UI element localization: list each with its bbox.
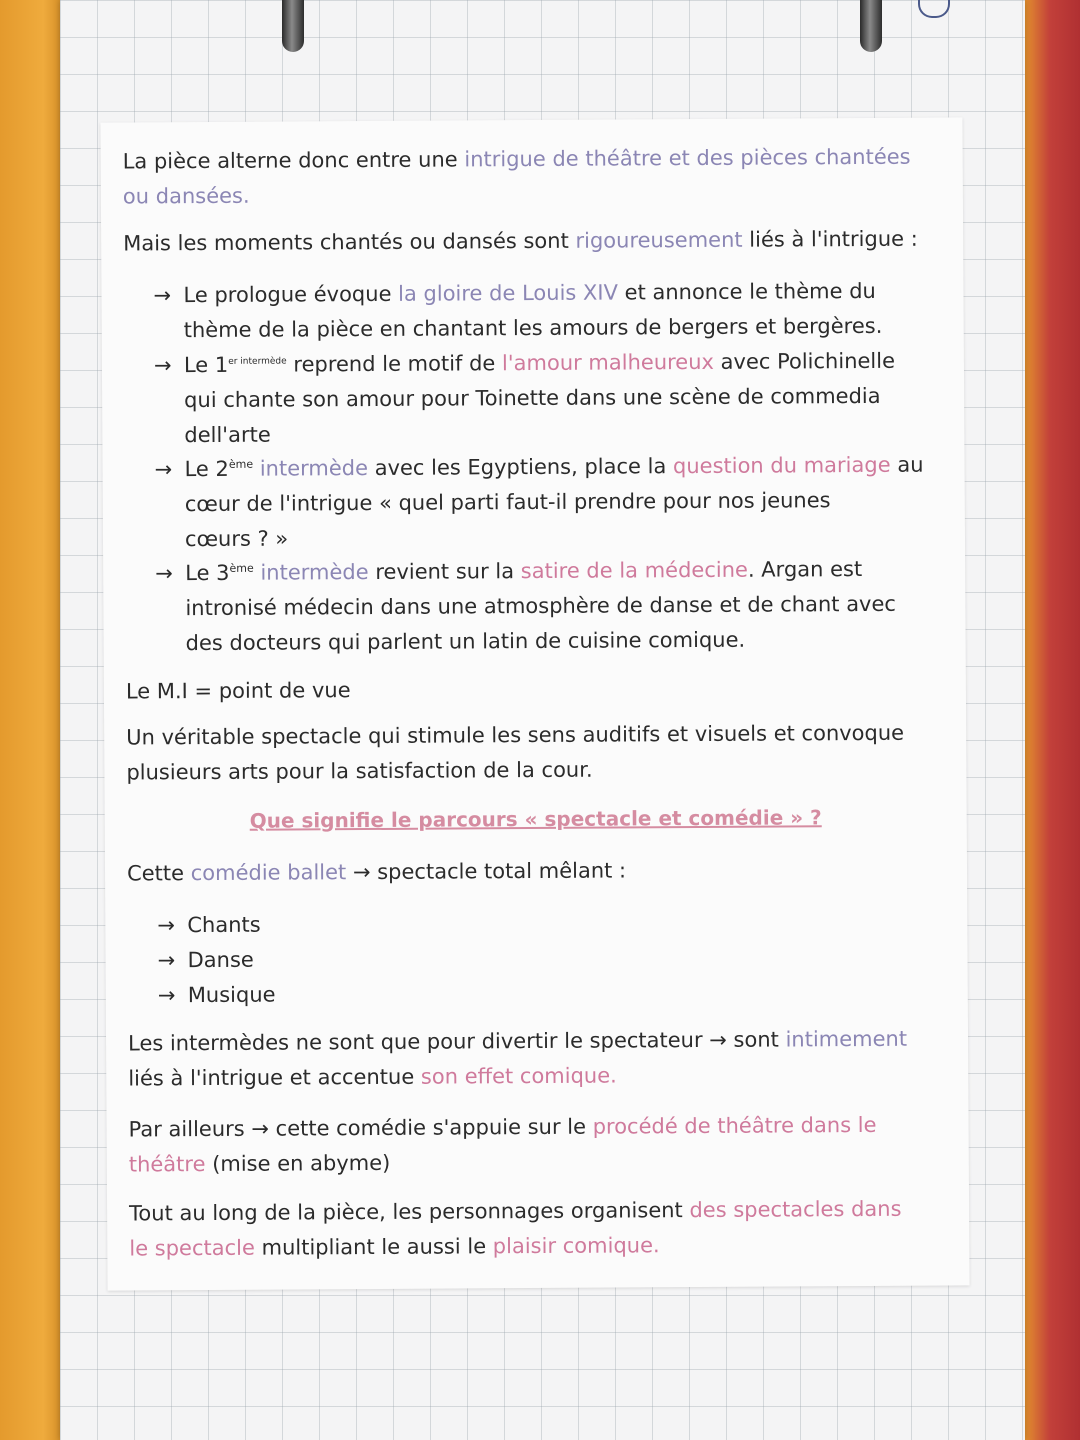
arrow-icon: →	[153, 283, 172, 308]
arrow-icon: →	[153, 353, 172, 378]
highlight-rigoureusement: rigoureusement	[575, 227, 743, 253]
list-item-intermede-1: → Le $1^{er intermède}$ reprend le motif de l'amour malheureux avec Polichinelle qui chante son amour pour Toinette dans une scène de commedia dell'arte	[153, 348, 896, 448]
paragraph-personnages: Tout au long de la pièce, les personnages organisent des spectacles dans le spectacle multipliant le aussi le plaisir comique.	[129, 1196, 902, 1261]
paragraph-mise-en-abyme: Par ailleurs → cette comédie s'appuie sur le procédé de théâtre dans le théâtre (mise en abyme)	[128, 1112, 877, 1177]
orange-folder-left	[0, 0, 62, 1440]
arrow-icon: →	[155, 561, 173, 586]
paragraph-moments: Mais les moments chantés ou dansés sont rigoureusement liés à l'intrigue :	[123, 226, 918, 256]
arrow-icon: →	[157, 948, 176, 973]
list-item-prologue: → Le prologue évoque la gloire de Louis XIV et annonce le thème du thème de la pièce en chantant les amours de bergers et bergères.	[153, 278, 883, 343]
highlight-intrigue: intrigue de théâtre et des pièces chantées	[464, 144, 911, 172]
list-item-intermede-3: → Le 3ème intermède revient sur la satire de la médecine. Argan est intronisé médecin dans une atmosphère de danse et de chant avec des docteurs qui parlent un latin de cuisine comique.	[155, 556, 896, 656]
paragraph-point-de-vue: Le M.I = point de vue	[125, 678, 351, 704]
list-item-chants: → Chants	[157, 904, 927, 944]
list-item-intermede-2: → Le 2ème intermède avec les Egyptiens, place la question du mariage au cœur de l'intrigue « quel parti faut-il prendre pour nos jeunes cœurs ? »	[154, 452, 924, 552]
paragraph-intro: La pièce alterne donc entre une intrigue de théâtre et des pièces chantées ou dansées.	[122, 144, 911, 209]
paragraph-spectacle: Un véritable spectacle qui stimule les sens auditifs et visuels et convoque plusieurs arts pour la satisfaction de la cour.	[126, 720, 905, 785]
section-question-heading: Que signifie le parcours « spectacle et comédie » ?	[249, 805, 822, 833]
arrow-icon: →	[157, 913, 176, 938]
arrow-icon: →	[157, 983, 176, 1008]
paragraph-comedie-ballet: Cette comédie ballet → spectacle total mêlant :	[126, 858, 627, 886]
highlight-dansees: ou dansées.	[122, 183, 250, 209]
printed-note-sheet	[100, 117, 969, 1290]
list-item-musique: → Musique	[158, 974, 928, 1014]
arrow-icon: →	[154, 457, 173, 482]
binder-ring-icon	[860, 0, 882, 52]
paragraph-intermedes: Les intermèdes ne sont que pour divertir le spectateur → sont intimement liés à l'intrigue et accentue son effet comique.	[127, 1026, 908, 1091]
list-item-danse: → Danse	[157, 939, 927, 979]
binder-ring-icon	[282, 0, 304, 52]
pen-scribble-icon	[918, 0, 950, 18]
